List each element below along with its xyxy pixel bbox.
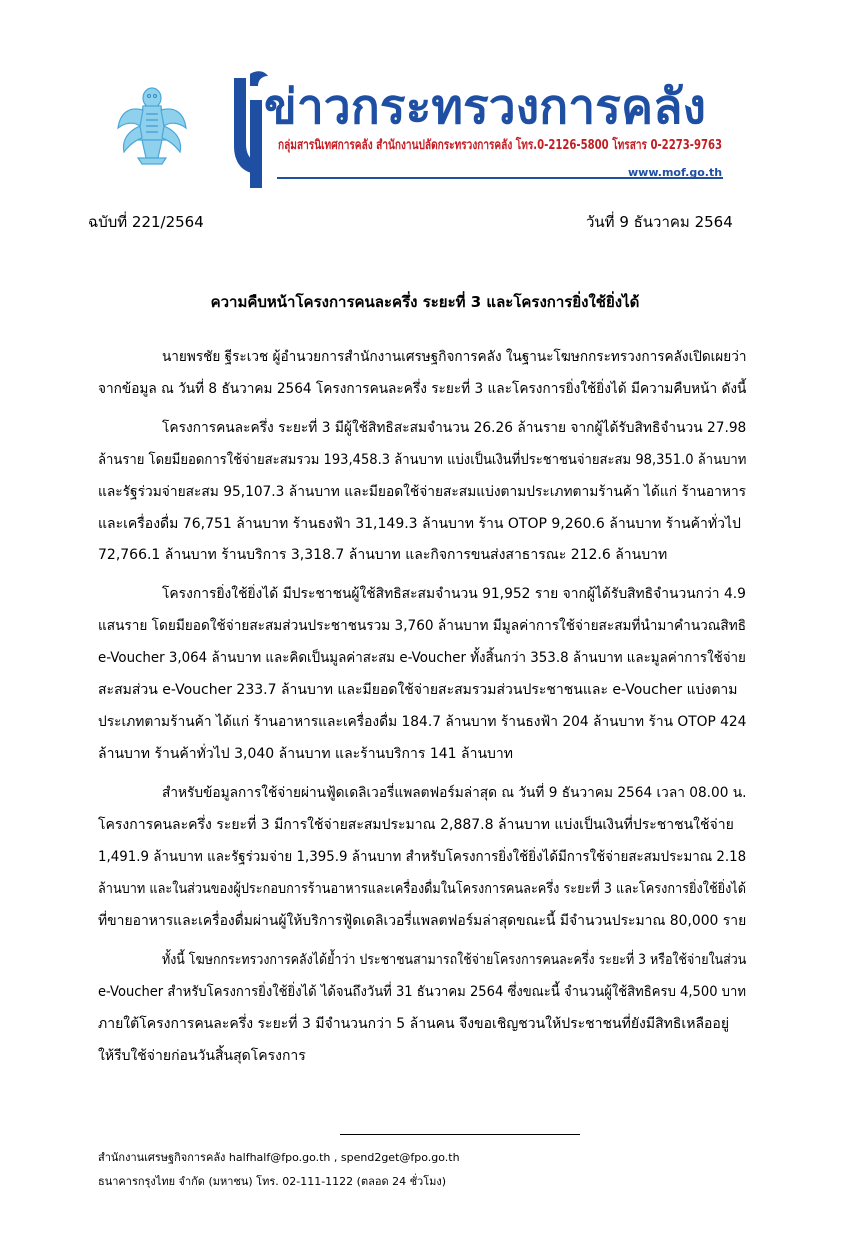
paragraph-line: สำหรับข้อมูลการใช้จ่ายผ่านฟู้ดเดลิเวอรี่แพลตฟอร์มล่าสุด ณ วันที่ 9 ธันวาคม 2564 เวลา 08.00 น. bbox=[162, 785, 747, 801]
paragraph-line: โครงการคนละครึ่ง ระยะที่ 3 มีผู้ใช้สิทธิสะสมจำนวน 26.26 ล้านราย จากผู้ได้รับสิทธิจำนวน 27.98 bbox=[162, 420, 747, 436]
garuda-emblem-icon bbox=[116, 80, 188, 166]
paragraph-line: โครงการคนละครึ่ง ระยะที่ 3 มีการใช้จ่ายสะสมประมาณ 2,887.8 ล้านบาท แบ่งเป็นเงินที่ประชาชนใช้จ่าย bbox=[98, 817, 734, 833]
paragraph-line: ล้านบาท ร้านค้าทั่วไป 3,040 ล้านบาท และร้านบริการ 141 ล้านบาท bbox=[98, 746, 513, 762]
paragraph-line: ทั้งนี้ โฆษกกระทรวงการคลังได้ย้ำว่า ประชาชนสามารถใช้จ่ายโครงการคนละครึ่ง ระยะที่ 3 หรือใช้จ่ายในส่วน bbox=[162, 952, 747, 968]
issue-date: วันที่ 9 ธันวาคม 2564 bbox=[586, 213, 733, 231]
website-link[interactable]: www.mof.go.th bbox=[628, 166, 723, 179]
paragraph-line: 72,766.1 ล้านบาท ร้านบริการ 3,318.7 ล้านบาท และกิจการขนส่งสาธารณะ 212.6 ล้านบาท bbox=[98, 547, 668, 563]
paragraph-line: และเครื่องดื่ม 76,751 ล้านบาท ร้านธงฟ้า 31,149.3 ล้านบาท ร้าน OTOP 9,260.6 ล้านบาท ร้านค้าทั่วไป bbox=[98, 516, 741, 532]
paragraph-line: ล้านราย โดยมียอดการใช้จ่ายสะสมรวม 193,458.3 ล้านบาท แบ่งเป็นเงินที่ประชาชนจ่ายสะสม 98,351.0 ล้านบาท bbox=[98, 452, 747, 468]
paragraph-line: และรัฐร่วมจ่ายสะสม 95,107.3 ล้านบาท และมียอดใช้จ่ายสะสมแบ่งตามประเภทตามร้านค้า ได้แก่ ร้านอาหาร bbox=[98, 484, 747, 500]
paragraph-line: ให้รีบใช้จ่ายก่อนวันสิ้นสุดโครงการ bbox=[98, 1048, 306, 1064]
paragraph-line: นายพรชัย ฐีระเวช ผู้อำนวยการสำนักงานเศรษฐกิจการคลัง ในฐานะโฆษกกระทรวงการคลังเปิดเผยว่า bbox=[162, 349, 747, 365]
brand-title: ข่าวกระทรวงการคลัง bbox=[264, 79, 706, 135]
paragraph-line: แสนราย โดยมียอดใช้จ่ายสะสมส่วนประชาชนรวม 3,760 ล้านบาท มีมูลค่าการใช้จ่ายสะสมที่นำมาคำนวณสิทธิ bbox=[98, 618, 747, 634]
paragraph-line: e-Voucher 3,064 ล้านบาท และคิดเป็นมูลค่าสะสม e-Voucher ทั้งสิ้นกว่า 353.8 ล้านบาท และมูลค่าการใช้จ่าย bbox=[98, 650, 746, 666]
brand-subtitle: กลุ่มสารนิเทศการคลัง สำนักงานปลัดกระทรวงการคลัง โทร.0-2126-5800 โทรสาร 0-2273-9763 bbox=[278, 138, 723, 153]
footer-contact-bank: ธนาคารกรุงไทย จำกัด (มหาชน) โทร. 02-111-1122 (ตลอด 24 ชั่วโมง) bbox=[98, 1175, 447, 1188]
issue-number: ฉบับที่ 221/2564 bbox=[88, 213, 204, 231]
paragraph-line: ประเภทตามร้านค้า ได้แก่ ร้านอาหารและเครื่องดื่ม 184.7 ล้านบาท ร้านธงฟ้า 204 ล้านบาท ร้าน OTOP 424 bbox=[98, 714, 747, 730]
paragraph-line: ล้านบาท และในส่วนของผู้ประกอบการร้านอาหารและเครื่องดื่มในโครงการคนละครึ่ง ระยะที่ 3 และโครงการยิ่งใช้ยิ่งได้ bbox=[98, 881, 746, 897]
paragraph-line: e-Voucher สำหรับโครงการยิ่งใช้ยิ่งได้ ได้จนถึงวันที่ 31 ธันวาคม 2564 ซึ่งขณะนี้ จำนวนผู้ใช้สิทธิครบ 4,500 บาท bbox=[98, 984, 746, 1000]
paragraph-line: โครงการยิ่งใช้ยิ่งได้ มีประชาชนผู้ใช้สิทธิสะสมจำนวน 91,952 ราย จากผู้ได้รับสิทธิจำนวนกว่า 4.9 bbox=[162, 586, 746, 602]
footer-divider bbox=[340, 1134, 580, 1135]
paragraph-line: ที่ขายอาหารและเครื่องดื่มผ่านผู้ให้บริการฟู้ดเดลิเวอรี่แพลตฟอร์มล่าสุดขณะนี้ มีจำนวนประมาณ 80,000 ราย bbox=[98, 913, 747, 929]
paragraph-line: จากข้อมูล ณ วันที่ 8 ธันวาคม 2564 โครงการคนละครึ่ง ระยะที่ 3 และโครงการยิ่งใช้ยิ่งได้ มีความคืบหน้า ดังนี้ bbox=[98, 381, 747, 397]
paragraph-line: ภายใต้โครงการคนละครึ่ง ระยะที่ 3 มีจำนวนกว่า 5 ล้านคน จึงขอเชิญชวนให้ประชาชนที่ยังมีสิทธิเหลืออยู่ bbox=[98, 1016, 730, 1032]
document-title: ความคืบหน้าโครงการคนละครึ่ง ระยะที่ 3 และโครงการยิ่งใช้ยิ่งได้ bbox=[210, 293, 640, 311]
paragraph-line: สะสมส่วน e-Voucher 233.7 ล้านบาท และมียอดใช้จ่ายสะสมรวมส่วนประชาชนและ e-Voucher แบ่งตาม bbox=[98, 682, 738, 698]
footer-contact-email: สำนักงานเศรษฐกิจการคลัง halfhalf@fpo.go.th , spend2get@fpo.go.th bbox=[98, 1151, 460, 1164]
paragraph-line: 1,491.9 ล้านบาท และรัฐร่วมจ่าย 1,395.9 ล้านบาท สำหรับโครงการยิ่งใช้ยิ่งได้มีการใช้จ่ายสะสมประมาณ 2.18 bbox=[98, 849, 747, 865]
